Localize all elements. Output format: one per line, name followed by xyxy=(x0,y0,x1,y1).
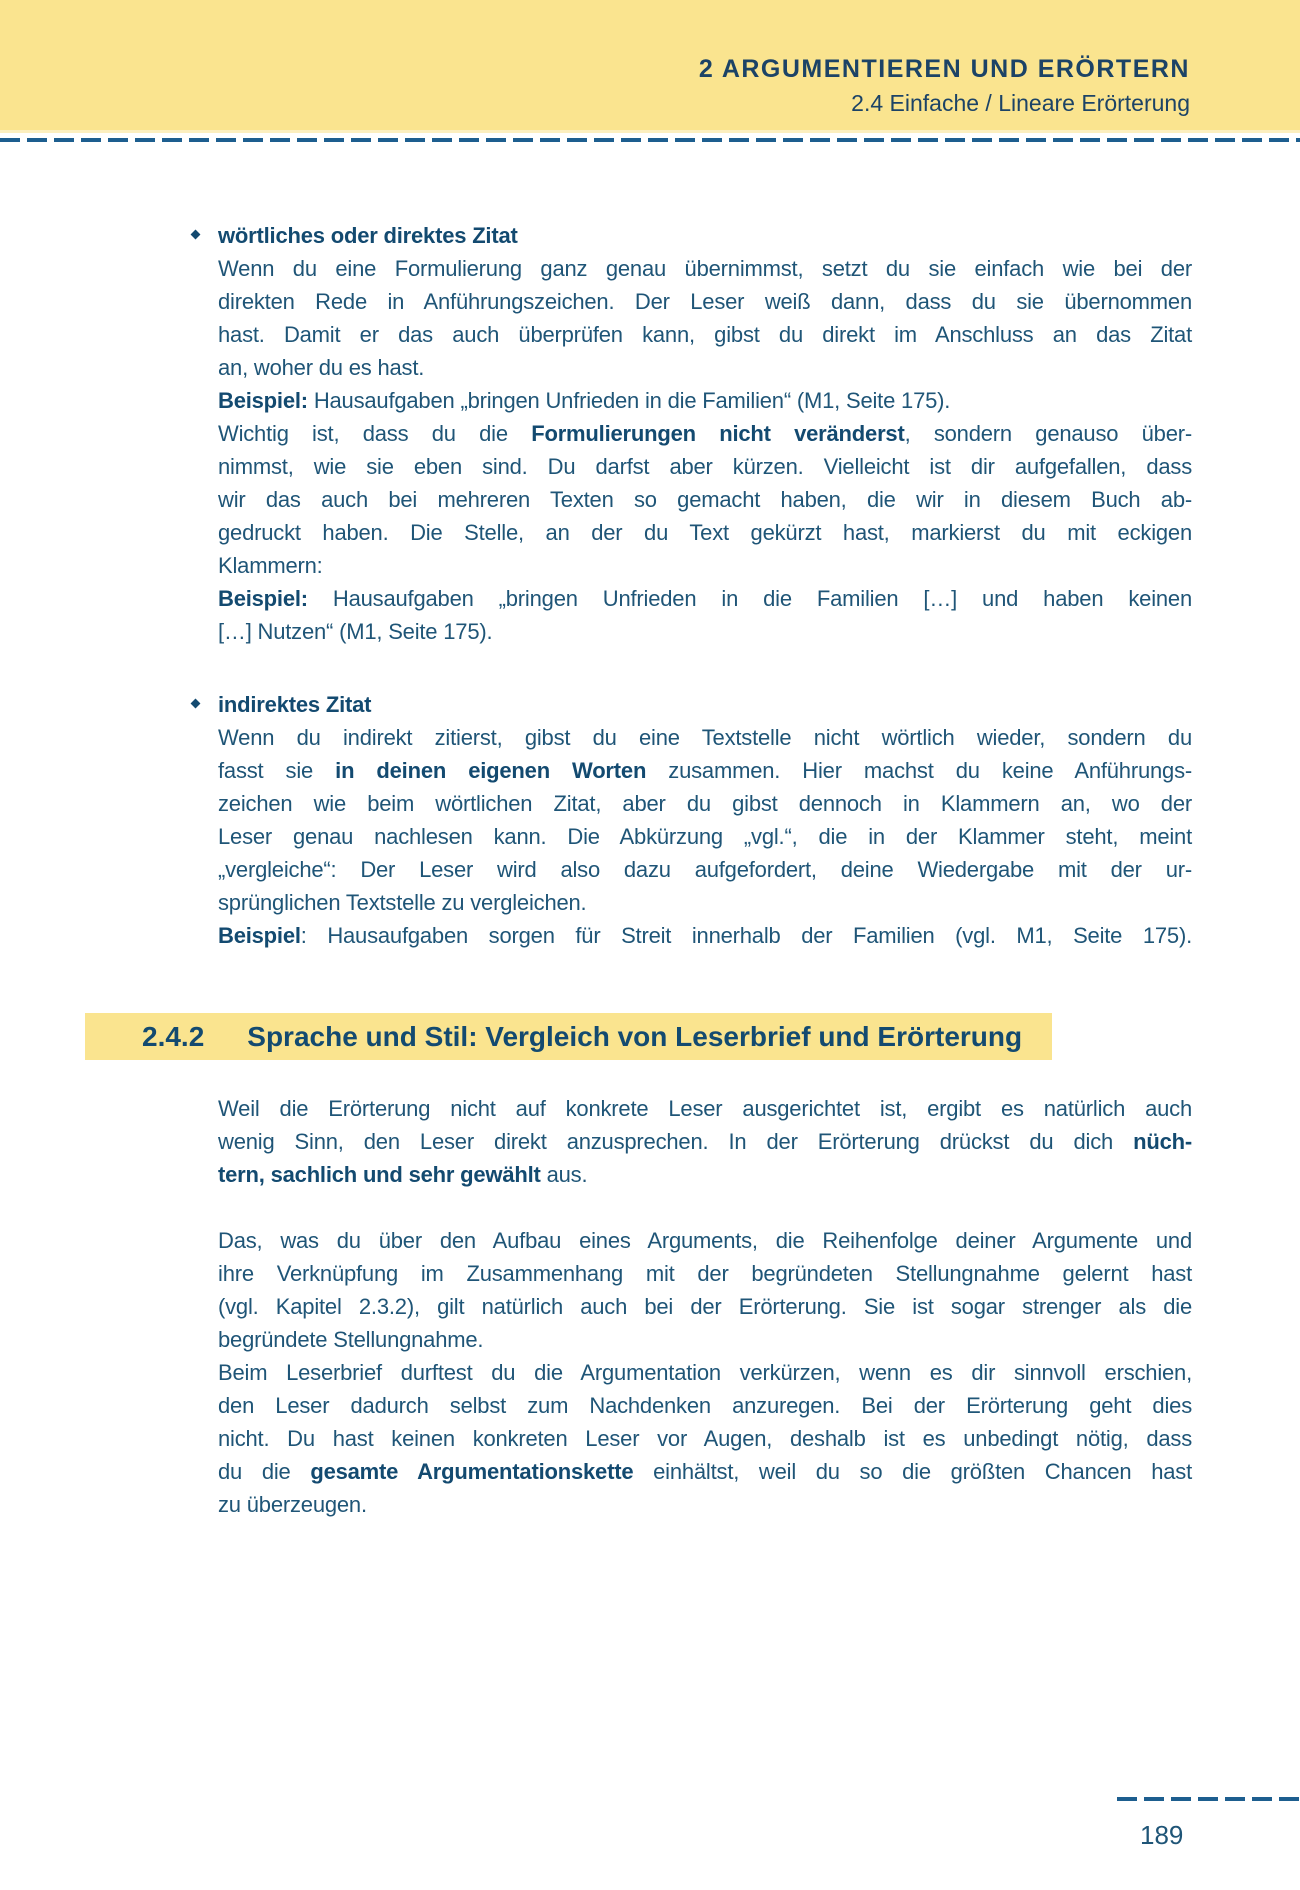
text-line: begründete Stellungnahme. xyxy=(218,1327,484,1352)
bullet-icon xyxy=(191,699,201,709)
text-line: du die gesamte Argumentationskette einhältst, weil du so die größten Chancen hast xyxy=(218,1459,1192,1484)
text-line: Wenn du eine Formulierung ganz genau übernimmst, setzt du sie einfach wie bei der xyxy=(218,256,1192,281)
text-line: hast. Damit er das auch überprüfen kann, gibst du direkt im Anschluss an das Zitat xyxy=(218,322,1192,347)
text-line: […] Nutzen“ (M1, Seite 175). xyxy=(218,619,493,644)
text-line: nicht. Du hast keinen konkreten Leser vor Augen, deshalb ist es unbedingt nötig, dass xyxy=(218,1426,1192,1451)
bullet-body xyxy=(218,721,1192,952)
text-line: Weil die Erörterung nicht auf konkrete Leser ausgerichtet ist, ergibt es natürlich auch xyxy=(218,1096,1192,1121)
text-line: nimmst, wie sie eben sind. Du darfst aber kürzen. Vielleicht ist dir aufgefallen, dass xyxy=(218,454,1192,479)
text-line: Wenn du indirekt zitierst, gibst du eine Textstelle nicht wörtlich wieder, sondern du xyxy=(218,725,1192,750)
section-title: 2.4 Einfache / Lineare Erörterung xyxy=(851,90,1190,116)
text-line: an, woher du es hast. xyxy=(218,355,425,380)
subsection-title: Sprache und Stil: Vergleich von Leserbrief und Erörterung xyxy=(247,1020,1023,1052)
text-line: wenig Sinn, den Leser direkt anzusprechen. In der Erörterung drückst du dich nüch- xyxy=(218,1129,1192,1154)
text-line: Beispiel: Hausaufgaben „bringen Unfrieden in die Familien“ (M1, Seite 175). xyxy=(218,388,951,413)
paragraph-body xyxy=(218,1092,1192,1191)
bullet-section-indirect-quote xyxy=(218,688,1192,952)
text-line: gedruckt haben. Die Stelle, an der du Text gekürzt hast, markierst du mit eckigen xyxy=(218,520,1192,545)
text-line: Beispiel: Hausaufgaben „bringen Unfrieden in die Familien […] und haben keinen xyxy=(218,586,1192,611)
text-line: Klammern: xyxy=(218,553,323,578)
bullet-icon xyxy=(191,230,201,240)
text-line: sprünglichen Textstelle zu vergleichen. xyxy=(218,890,587,915)
text-line: ihre Verknüpfung im Zusammenhang mit der begründeten Stellungnahme gelernt hast xyxy=(218,1261,1192,1286)
text-line: Leser genau nachlesen kann. Die Abkürzung „vgl.“, die in der Klammer steht, meint xyxy=(218,824,1192,849)
text-line: Das, was du über den Aufbau eines Arguments, die Reihenfolge deiner Argumente und xyxy=(218,1228,1192,1253)
text-line: „vergleiche“: Der Leser wird also dazu aufgefordert, deine Wiedergabe mit der ur- xyxy=(218,857,1192,882)
page-number: 189 xyxy=(1140,1820,1184,1850)
text-line: tern, sachlich und sehr gewählt aus. xyxy=(218,1162,588,1187)
footer-dashed-rule xyxy=(1117,1797,1300,1801)
text-line: direkten Rede in Anführungszeichen. Der Leser weiß dann, dass du sie übernommen xyxy=(218,289,1192,314)
text-line: wir das auch bei mehreren Texten so gemacht haben, die wir in diesem Buch ab- xyxy=(218,487,1192,512)
subsection-heading-bar xyxy=(85,1013,1052,1060)
text-line: (vgl. Kapitel 2.3.2), gilt natürlich auch bei der Erörterung. Sie ist sogar strenger als die xyxy=(218,1294,1192,1319)
text-line: Beispiel: Hausaufgaben sorgen für Streit innerhalb der Familien (vgl. M1, Seite 175). xyxy=(218,923,1192,948)
bullet-title: wörtliches oder direktes Zitat xyxy=(218,223,518,248)
bullet-body xyxy=(218,252,1192,648)
bullet-section-direct-quote xyxy=(218,219,1192,648)
header-dashed-rule xyxy=(0,138,1300,142)
subsection-number: 2.4.2 xyxy=(142,1020,205,1052)
paragraph-body xyxy=(218,1224,1192,1521)
bullet-title: indirektes Zitat xyxy=(218,692,372,717)
paragraph-argument-structure xyxy=(218,1224,1192,1521)
text-line: fasst sie in deinen eigenen Worten zusammen. Hier machst du keine Anführungs- xyxy=(218,758,1192,783)
text-line: den Leser dadurch selbst zum Nachdenken anzuregen. Bei der Erörterung geht dies xyxy=(218,1393,1192,1418)
chapter-title: 2 ARGUMENTIEREN UND ERÖRTERN xyxy=(698,55,1190,83)
page-header-band xyxy=(0,0,1300,133)
text-line: Wichtig ist, dass du die Formulierungen nicht veränderst, sondern genauso über- xyxy=(218,421,1192,446)
text-line: Beim Leserbrief durftest du die Argumentation verkürzen, wenn es dir sinnvoll erschien, xyxy=(218,1360,1192,1385)
text-line: zu überzeugen. xyxy=(218,1492,367,1517)
text-line: zeichen wie beim wörtlichen Zitat, aber du gibst dennoch in Klammern an, wo der xyxy=(218,791,1192,816)
paragraph-style-intro xyxy=(218,1092,1192,1191)
